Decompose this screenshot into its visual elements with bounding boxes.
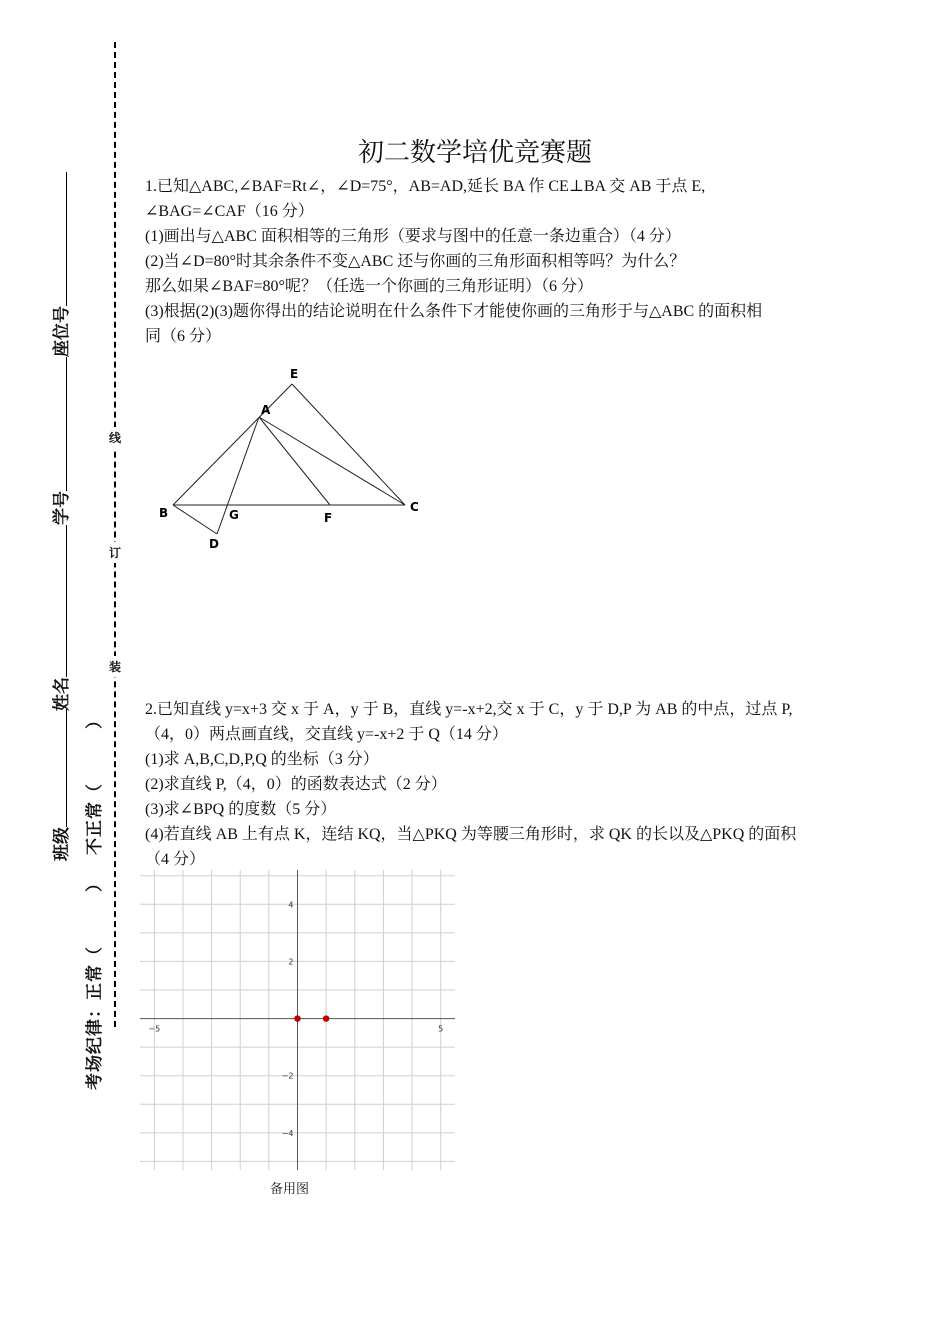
- label-F: F: [324, 511, 333, 525]
- label-B: B: [159, 506, 169, 520]
- y-tick-label: −4: [281, 1128, 294, 1138]
- name-field[interactable]: [47, 525, 72, 711]
- y-tick-label: 2: [288, 957, 294, 967]
- label-G: G: [229, 508, 239, 522]
- name-label: 姓名: [52, 677, 72, 711]
- abnormal-label: 不正常（ ）: [85, 711, 105, 855]
- seat-number-label: 座位号: [52, 306, 72, 357]
- q1-stem-line2: ∠BAG=∠CAF（16 分）: [145, 203, 314, 220]
- label-A: A: [261, 403, 271, 417]
- class-label: 班级: [52, 827, 72, 861]
- data-point: [323, 1015, 329, 1021]
- x-tick-label: 5: [438, 1024, 444, 1034]
- binding-char-ding: 订: [109, 542, 121, 563]
- x-tick-label: −5: [148, 1024, 161, 1034]
- q2-stem-line2: （4，0）两点画直线，交直线 y=-x+2 于 Q（14 分）: [145, 726, 508, 743]
- segment-AC: [259, 417, 405, 505]
- segment-BE: [173, 384, 292, 505]
- q1-stem-line1: 1.已知△ABC,∠BAF=Rt∠，∠D=75°，AB=AD,延长 BA 作 CE⊥BA 交 AB 于点 E,: [145, 178, 706, 195]
- q2-stem-line1: 2.已知直线 y=x+3 交 x 于 A，y 于 B，直线 y=-x+2,交 x 于 C，y 于 D,P 为 AB 的中点，过点 P,: [145, 701, 793, 718]
- q2-part2: (2)求直线 P,（4，0）的函数表达式（2 分）: [145, 776, 447, 793]
- class-field[interactable]: [47, 709, 72, 861]
- binding-char-xian: 线: [109, 427, 121, 448]
- q1-triangle-figure: [150, 360, 440, 560]
- binding-char-zhuang: 装: [109, 656, 121, 677]
- y-tick-label: 4: [288, 900, 294, 910]
- seat-number-field[interactable]: [47, 172, 72, 357]
- label-E: E: [290, 367, 299, 381]
- segment-AF: [259, 417, 330, 505]
- segment-BD: [173, 505, 217, 534]
- q1-part3b: 同（6 分）: [145, 328, 222, 345]
- question-1: [145, 174, 810, 349]
- q2-part4b: （4 分）: [145, 851, 206, 868]
- discipline-label: 考场纪律：正常（ ）: [85, 874, 105, 1090]
- q2-part4a: (4)若直线 AB 上有点 K，连结 KQ，当△PKQ 为等腰三角形时，求 QK 的长以及△PKQ 的面积: [145, 826, 797, 843]
- q1-part2a: (2)当∠D=80°时其余条件不变△ABC 还与你画的三角形面积相等吗？为什么？: [145, 253, 686, 270]
- coordinate-grid: [140, 870, 455, 1170]
- q2-part3: (3)求∠BPQ 的度数（5 分）: [145, 801, 337, 818]
- label-D: D: [209, 537, 219, 551]
- page-title: 初二数学培优竞赛题: [357, 138, 592, 167]
- question-2: [145, 697, 810, 872]
- q2-part1: (1)求 A,B,C,D,P,Q 的坐标（3 分）: [145, 751, 379, 768]
- q1-part3a: (3)根据(2)(3)题你得出的结论说明在什么条件下才能使你画的三角形于与△ABC 的面积相: [145, 303, 763, 320]
- student-id-field[interactable]: [47, 357, 72, 525]
- y-tick-label: −2: [281, 1071, 294, 1081]
- segment-EC: [292, 384, 405, 505]
- data-point: [294, 1015, 300, 1021]
- student-id-label: 学号: [52, 491, 72, 525]
- q1-part1: (1)画出与△ABC 面积相等的三角形（要求与图中的任意一条边重合）（4 分）: [145, 228, 681, 245]
- grid-caption: 备用图: [270, 1182, 310, 1197]
- binding-dashed-line: [114, 42, 116, 1027]
- q1-part2b: 那么如果∠BAF=80°呢？（任选一个你画的三角形证明）（6 分）: [145, 278, 593, 295]
- label-C: C: [410, 500, 419, 514]
